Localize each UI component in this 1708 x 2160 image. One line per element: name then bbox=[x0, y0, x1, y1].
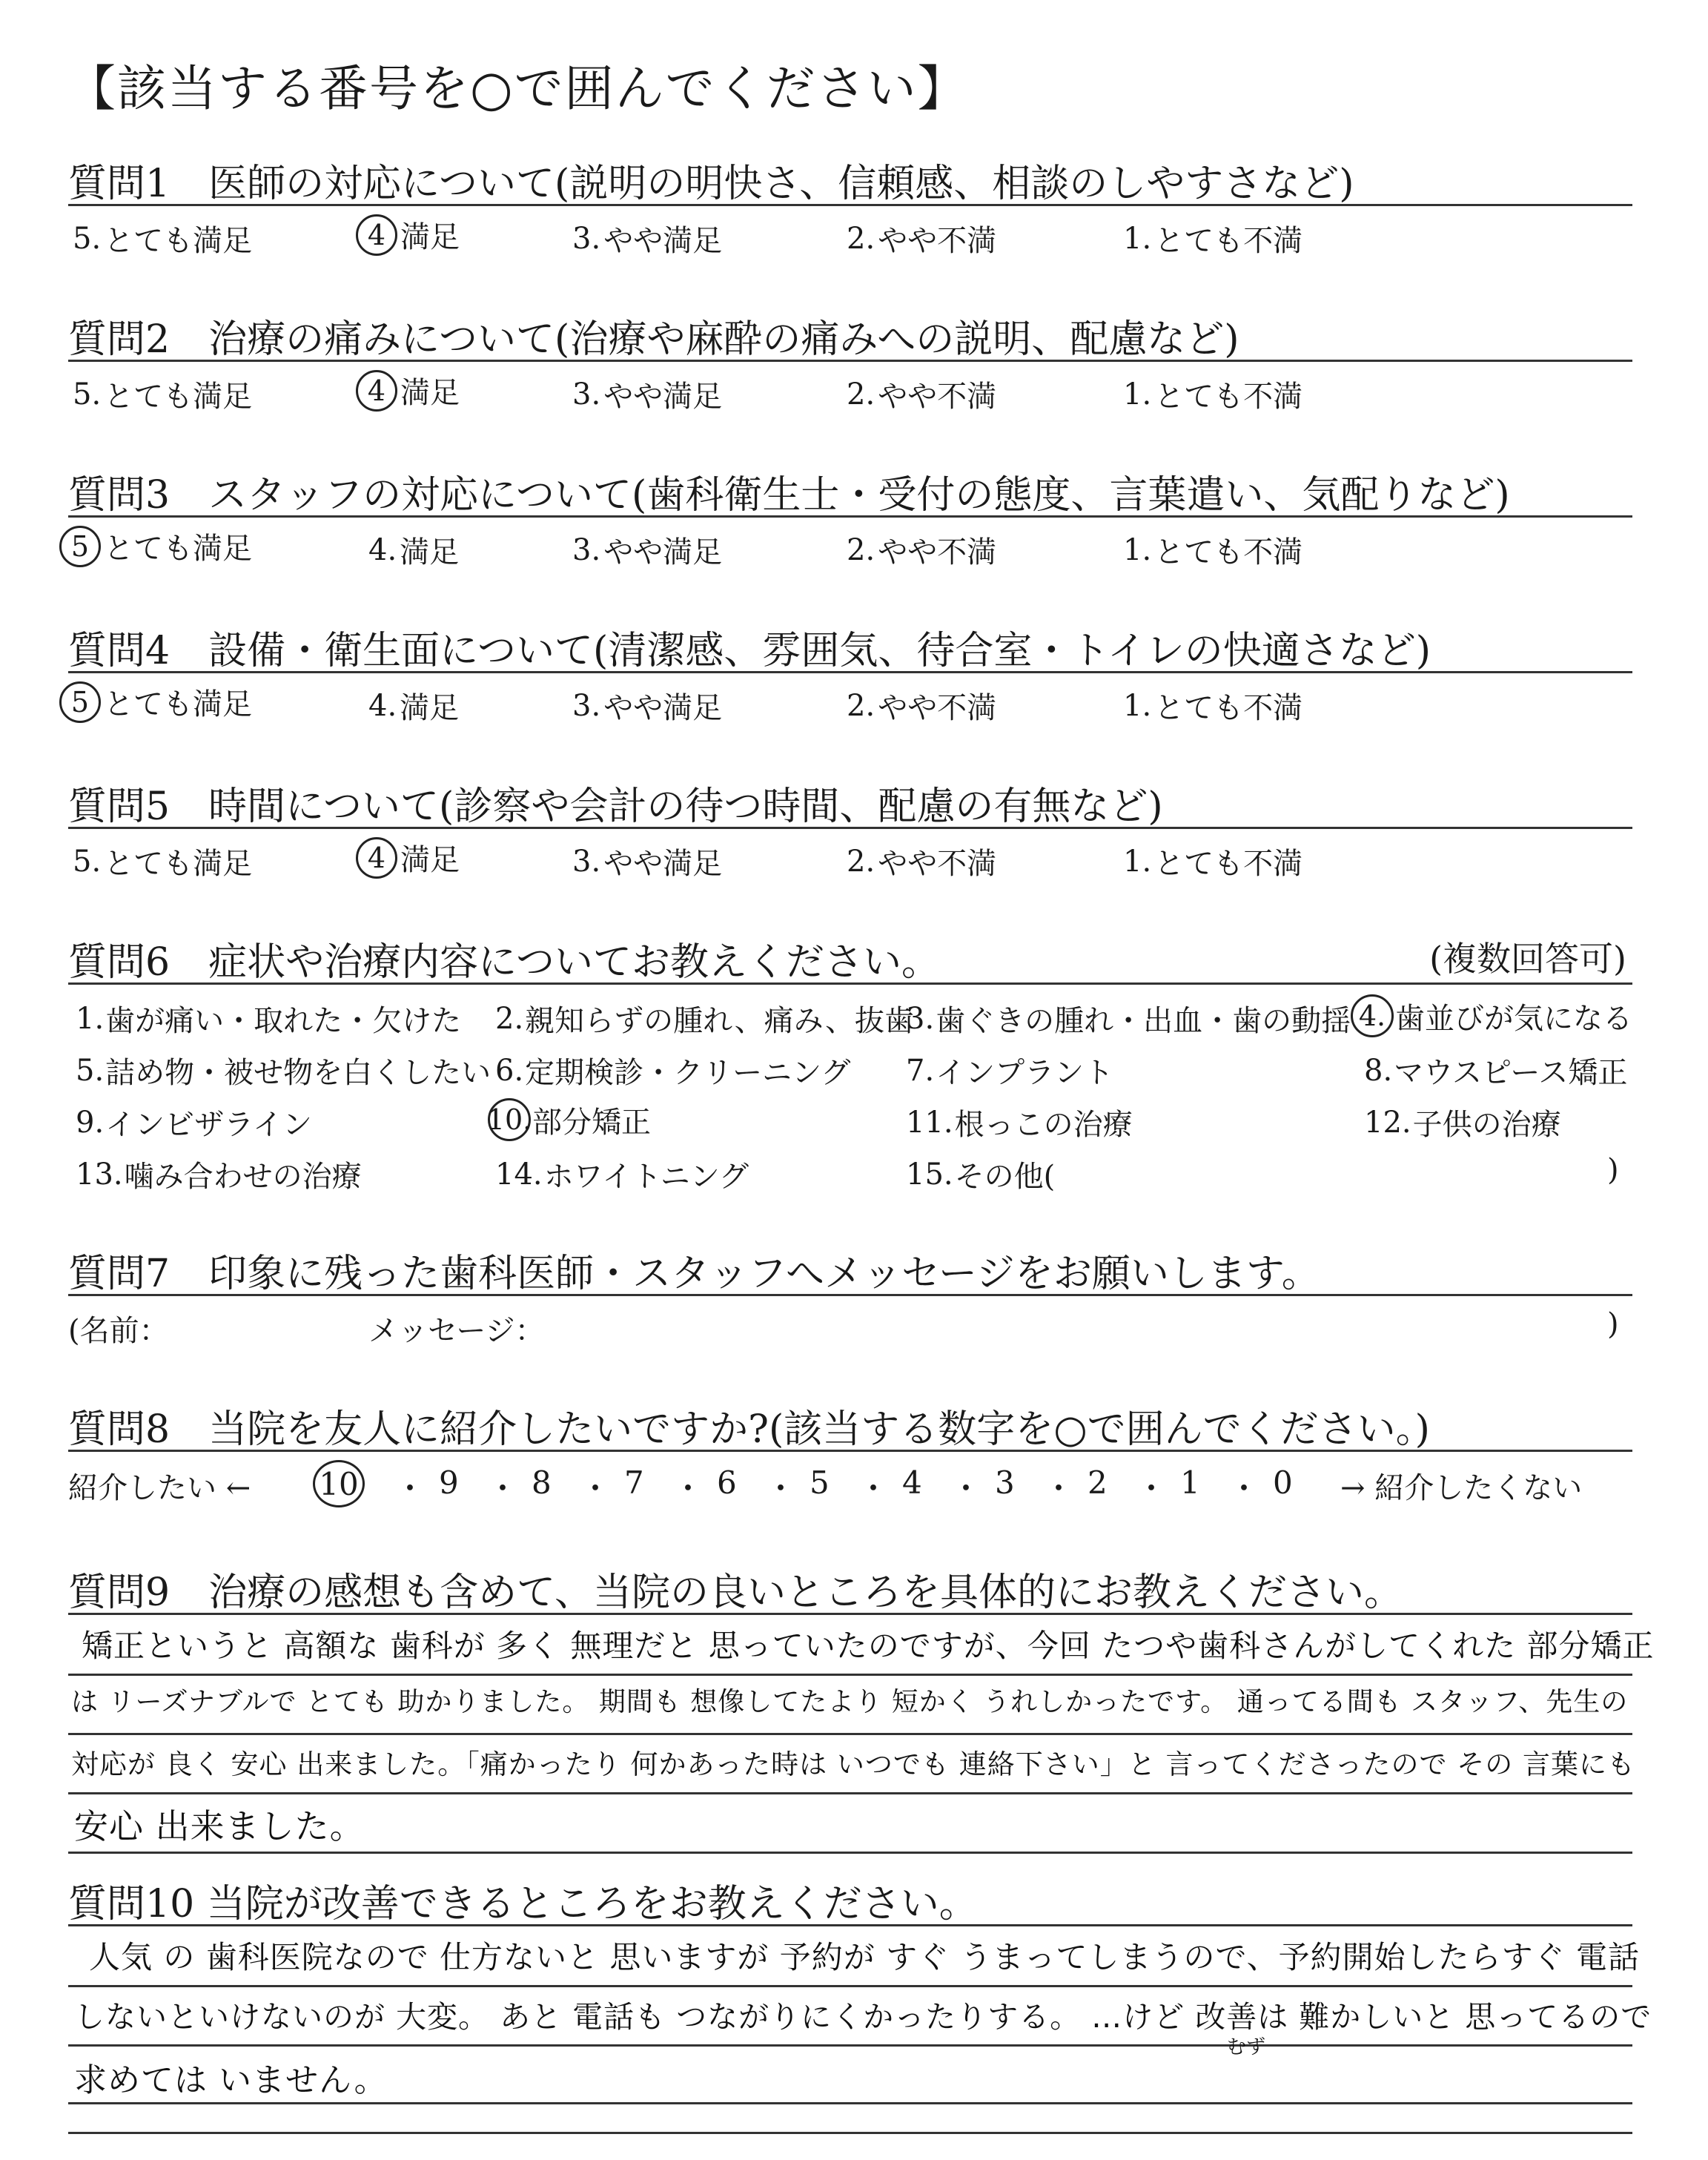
option-3[interactable] bbox=[572, 684, 722, 727]
question-title: 質問10 当院が改善できるところをお教えください。 bbox=[68, 1882, 978, 1926]
option-label: とても不満 bbox=[1154, 224, 1303, 258]
option-number: 5. bbox=[73, 377, 102, 412]
option-4[interactable] bbox=[368, 529, 459, 571]
option-number: 1. bbox=[1123, 532, 1152, 567]
score-0[interactable]: 0 bbox=[1273, 1464, 1293, 1501]
option-number: 4 bbox=[356, 214, 397, 256]
question-title: 質問8 当院を友人に紹介したいですか?(該当する数字を○で囲んでください。) bbox=[68, 1407, 1430, 1452]
option-label: やや不満 bbox=[878, 535, 997, 569]
option-label: とても不満 bbox=[1154, 691, 1303, 725]
furigana-muzu: むず bbox=[1227, 2036, 1266, 2058]
option-number: 1. bbox=[1123, 844, 1152, 879]
score-1[interactable]: 1 bbox=[1180, 1464, 1200, 1501]
answer-text-line-4: 安心 出来ました。 bbox=[74, 1806, 365, 1846]
option-number: 1. bbox=[1123, 688, 1152, 723]
option-3[interactable] bbox=[572, 529, 722, 571]
answer-line bbox=[68, 1674, 1632, 1676]
option-label: やや不満 bbox=[878, 224, 997, 258]
item-label: 根っこの治療 bbox=[954, 1108, 1133, 1142]
q6-item-1[interactable] bbox=[76, 997, 461, 1040]
q6-item-12[interactable] bbox=[1364, 1101, 1561, 1143]
item-number: 15. bbox=[906, 1157, 953, 1192]
option-label: 満足 bbox=[400, 220, 460, 254]
option-label: 満足 bbox=[400, 535, 460, 569]
option-number: 2. bbox=[847, 221, 875, 256]
option-label: とても不満 bbox=[1154, 380, 1303, 414]
answer-line bbox=[68, 2132, 1632, 2134]
option-number: 5. bbox=[73, 221, 102, 256]
option-label: とても不満 bbox=[1154, 535, 1303, 569]
option-label: 満足 bbox=[400, 843, 460, 877]
separator: ・ bbox=[487, 1470, 519, 1507]
question-title: 質問4 設備・衛生面について(清潔感、雰囲気、待合室・トイレの快適さなど) bbox=[68, 629, 1431, 673]
item-label: 定期検診・クリーニング bbox=[525, 1056, 851, 1090]
option-label: やや不満 bbox=[878, 691, 997, 725]
option-label: やや満足 bbox=[603, 535, 723, 569]
option-4-selected[interactable] bbox=[356, 369, 460, 412]
answer-text-line-1: 人気 の 歯科医院なので 仕方ないと 思いますが 予約が すぐ うまってしまうので、予約開始したらすぐ 電話 bbox=[89, 1939, 1640, 1975]
option-1[interactable] bbox=[1123, 373, 1302, 415]
answer-line bbox=[68, 1733, 1632, 1735]
score-2[interactable]: 2 bbox=[1088, 1464, 1108, 1501]
message-close-paren: ) bbox=[1607, 1307, 1619, 1341]
option-label: やや満足 bbox=[603, 691, 723, 725]
score-10-selected[interactable]: 10 bbox=[313, 1460, 365, 1507]
item-number: 6. bbox=[495, 1053, 524, 1088]
name-label: (名前： bbox=[68, 1314, 169, 1348]
answer-line bbox=[68, 2044, 1632, 2047]
q6-item-11[interactable] bbox=[906, 1101, 1133, 1143]
option-number: 2. bbox=[847, 688, 875, 723]
item-number: 1. bbox=[76, 1001, 105, 1036]
separator: ・ bbox=[1043, 1470, 1075, 1507]
score-5[interactable]: 5 bbox=[810, 1464, 830, 1501]
answer-line bbox=[68, 1852, 1632, 1854]
answer-text-line-1: 矯正というと 高額な 歯科が 多く 無理だと 思っていたのですが、今回 たつや歯科さんがしてくれた 部分矯正 bbox=[82, 1628, 1655, 1664]
option-number: 2. bbox=[847, 377, 875, 412]
item-label: 親知らずの腫れ、痛み、抜歯 bbox=[525, 1004, 914, 1038]
option-3[interactable] bbox=[572, 373, 722, 415]
answer-text-line-2: は リーズナブルで とても 助かりました。 期間も 想像してたより 短かく うれしかったです。 通ってる間も スタッフ、先生の bbox=[71, 1687, 1629, 1717]
answer-text-line-2: しないといけないのが 大変。 あと 電話も つながりにくかったりする。 …けど 改善は 難かしいと 思ってるので bbox=[74, 1999, 1652, 2035]
divider bbox=[68, 982, 1632, 985]
item-label: 歯ぐきの腫れ・出血・歯の動揺 bbox=[936, 1004, 1351, 1038]
option-number: 3. bbox=[572, 377, 601, 412]
option-label: やや満足 bbox=[603, 847, 723, 881]
option-1[interactable] bbox=[1123, 840, 1302, 882]
score-7[interactable]: 7 bbox=[624, 1464, 644, 1501]
item-label: インプラント bbox=[936, 1056, 1114, 1090]
option-4-selected[interactable] bbox=[356, 214, 460, 256]
item-label: マウスピース矯正 bbox=[1394, 1056, 1628, 1090]
option-number: 2. bbox=[847, 844, 875, 879]
option-number: 5 bbox=[59, 526, 101, 567]
item-label: 歯並びが気になる bbox=[1395, 1001, 1632, 1036]
q6-item-8[interactable] bbox=[1364, 1049, 1627, 1091]
question-title: 質問6 症状や治療内容についてお教えください。 bbox=[68, 940, 941, 985]
question-title: 質問9 治療の感想も含めて、当院の良いところを具体的にお教えください。 bbox=[68, 1571, 1403, 1615]
separator: ・ bbox=[672, 1470, 704, 1507]
separator: ・ bbox=[765, 1470, 797, 1507]
item-number: 9. bbox=[76, 1105, 105, 1140]
item-number: 8. bbox=[1364, 1053, 1393, 1088]
recommend-left-label: 紹介したい ← bbox=[68, 1471, 251, 1505]
option-2[interactable] bbox=[847, 217, 996, 260]
item-label: インビザライン bbox=[105, 1108, 312, 1142]
option-2[interactable] bbox=[847, 373, 996, 415]
option-number: 5. bbox=[73, 844, 102, 879]
option-5[interactable] bbox=[73, 840, 252, 882]
separator: ・ bbox=[1228, 1470, 1260, 1507]
option-label: とても満足 bbox=[104, 532, 252, 566]
q6-item-14[interactable] bbox=[495, 1153, 749, 1195]
item-number: 10. bbox=[488, 1098, 531, 1141]
option-label: 満足 bbox=[400, 691, 460, 725]
item-number: 4. bbox=[1351, 994, 1394, 1037]
option-label: やや不満 bbox=[878, 380, 997, 414]
divider bbox=[68, 1294, 1632, 1296]
item-label: 子供の治療 bbox=[1412, 1108, 1561, 1142]
divider bbox=[68, 827, 1632, 829]
question-title: 質問1 医師の対応について(説明の明快さ、信頼感、相談のしやすさなど) bbox=[68, 162, 1354, 206]
multiple-answer-note: (複数回答可) bbox=[1429, 939, 1626, 979]
option-2[interactable] bbox=[847, 684, 996, 727]
item-label: 部分矯正 bbox=[532, 1105, 651, 1140]
item-label: 詰め物・被せ物を白くしたい bbox=[105, 1056, 491, 1090]
option-label: とても満足 bbox=[104, 380, 253, 414]
item-label: ホワイトニング bbox=[543, 1160, 749, 1194]
option-2[interactable] bbox=[847, 529, 996, 571]
option-number: 3. bbox=[572, 221, 601, 256]
option-3[interactable] bbox=[572, 840, 722, 882]
option-4-selected[interactable] bbox=[356, 836, 460, 879]
q6-item-9[interactable] bbox=[76, 1101, 312, 1143]
item-label: 歯が痛い・取れた・欠けた bbox=[105, 1004, 462, 1038]
q6-item-5[interactable] bbox=[76, 1049, 491, 1091]
option-5[interactable] bbox=[73, 217, 252, 260]
option-number: 3. bbox=[572, 844, 601, 879]
option-number: 4. bbox=[368, 688, 397, 723]
item-number: 14. bbox=[495, 1157, 543, 1192]
option-3[interactable] bbox=[572, 217, 722, 260]
divider bbox=[68, 1450, 1632, 1452]
other-close-paren: ) bbox=[1607, 1153, 1619, 1187]
option-4[interactable] bbox=[368, 684, 459, 727]
answer-line bbox=[68, 1924, 1632, 1926]
answer-text-line-3: 対応が 良く 安心 出来ました。「痛かったり 何かあった時は いつでも 連絡下さい」と 言ってくださったので その 言葉にも bbox=[71, 1748, 1635, 1780]
score-6[interactable]: 6 bbox=[717, 1464, 737, 1501]
page-title: 【該当する番号を○で囲んでください】 bbox=[67, 60, 968, 117]
divider bbox=[68, 515, 1632, 518]
option-number: 4 bbox=[356, 370, 397, 412]
item-label: 噛み合わせの治療 bbox=[124, 1160, 362, 1194]
divider bbox=[68, 360, 1632, 362]
item-number: 12. bbox=[1364, 1105, 1411, 1140]
answer-line bbox=[68, 1613, 1632, 1615]
option-1[interactable] bbox=[1123, 684, 1302, 727]
answer-line bbox=[68, 1792, 1632, 1794]
option-number: 1. bbox=[1123, 221, 1152, 256]
divider bbox=[68, 671, 1632, 673]
separator: ・ bbox=[858, 1470, 890, 1507]
question-title: 質問3 スタッフの対応について(歯科衛生士・受付の態度、言葉遣い、気配りなど) bbox=[68, 473, 1510, 518]
separator: ・ bbox=[1136, 1470, 1168, 1507]
option-number: 4. bbox=[368, 532, 397, 567]
option-label: やや満足 bbox=[603, 224, 723, 258]
q6-item-2[interactable] bbox=[495, 997, 914, 1040]
option-label: やや不満 bbox=[878, 847, 997, 881]
option-label: とても不満 bbox=[1154, 847, 1303, 881]
q6-item-7[interactable] bbox=[906, 1049, 1113, 1091]
option-5-selected[interactable] bbox=[59, 525, 252, 567]
option-2[interactable] bbox=[847, 840, 996, 882]
score-4[interactable]: 4 bbox=[902, 1464, 922, 1501]
separator: ・ bbox=[394, 1470, 426, 1507]
question-title: 質問5 時間について(診察や会計の待つ時間、配慮の有無など) bbox=[68, 785, 1163, 829]
option-number: 1. bbox=[1123, 377, 1152, 412]
score-8[interactable]: 8 bbox=[532, 1464, 552, 1501]
option-label: 満足 bbox=[400, 376, 460, 410]
option-number: 3. bbox=[572, 532, 601, 567]
score-9[interactable]: 9 bbox=[439, 1464, 459, 1501]
option-number: 4 bbox=[356, 837, 397, 879]
option-label: とても満足 bbox=[104, 687, 252, 721]
q6-item-10-selected[interactable] bbox=[488, 1098, 651, 1141]
question-title: 質問2 治療の痛みについて(治療や麻酔の痛みへの説明、配慮など) bbox=[68, 317, 1239, 362]
option-label: とても満足 bbox=[104, 224, 253, 258]
option-1[interactable] bbox=[1123, 529, 1302, 571]
item-number: 2. bbox=[495, 1001, 524, 1036]
message-label: メッセージ： bbox=[368, 1314, 545, 1348]
answer-line bbox=[68, 2102, 1632, 2104]
q6-item-13[interactable] bbox=[76, 1153, 362, 1195]
option-5-selected[interactable] bbox=[59, 681, 252, 723]
option-number: 3. bbox=[572, 688, 601, 723]
separator: ・ bbox=[580, 1470, 612, 1507]
score-3[interactable]: 3 bbox=[995, 1464, 1015, 1501]
option-number: 5 bbox=[59, 681, 101, 723]
item-number: 5. bbox=[76, 1053, 105, 1088]
q6-item-3[interactable] bbox=[906, 997, 1351, 1040]
item-number: 13. bbox=[76, 1157, 123, 1192]
option-number: 2. bbox=[847, 532, 875, 567]
divider bbox=[68, 204, 1632, 206]
option-1[interactable] bbox=[1123, 217, 1302, 260]
option-5[interactable] bbox=[73, 373, 252, 415]
item-number: 7. bbox=[906, 1053, 935, 1088]
item-number: 11. bbox=[906, 1105, 953, 1140]
separator: ・ bbox=[950, 1470, 982, 1507]
option-label: やや満足 bbox=[603, 380, 723, 414]
q6-item-15[interactable] bbox=[906, 1153, 1055, 1195]
option-label: とても満足 bbox=[104, 847, 253, 881]
answer-line bbox=[68, 1985, 1632, 1987]
answer-text-line-3: 求めては いません。 bbox=[74, 2061, 388, 2099]
item-number: 3. bbox=[906, 1001, 935, 1036]
q6-item-6[interactable] bbox=[495, 1049, 850, 1091]
recommend-right-label: → 紹介したくない bbox=[1340, 1471, 1583, 1505]
q6-item-4-selected[interactable] bbox=[1351, 994, 1632, 1037]
question-title: 質問7 印象に残った歯科医師・スタッフへメッセージをお願いします。 bbox=[68, 1252, 1320, 1296]
item-label: その他( bbox=[954, 1160, 1056, 1194]
